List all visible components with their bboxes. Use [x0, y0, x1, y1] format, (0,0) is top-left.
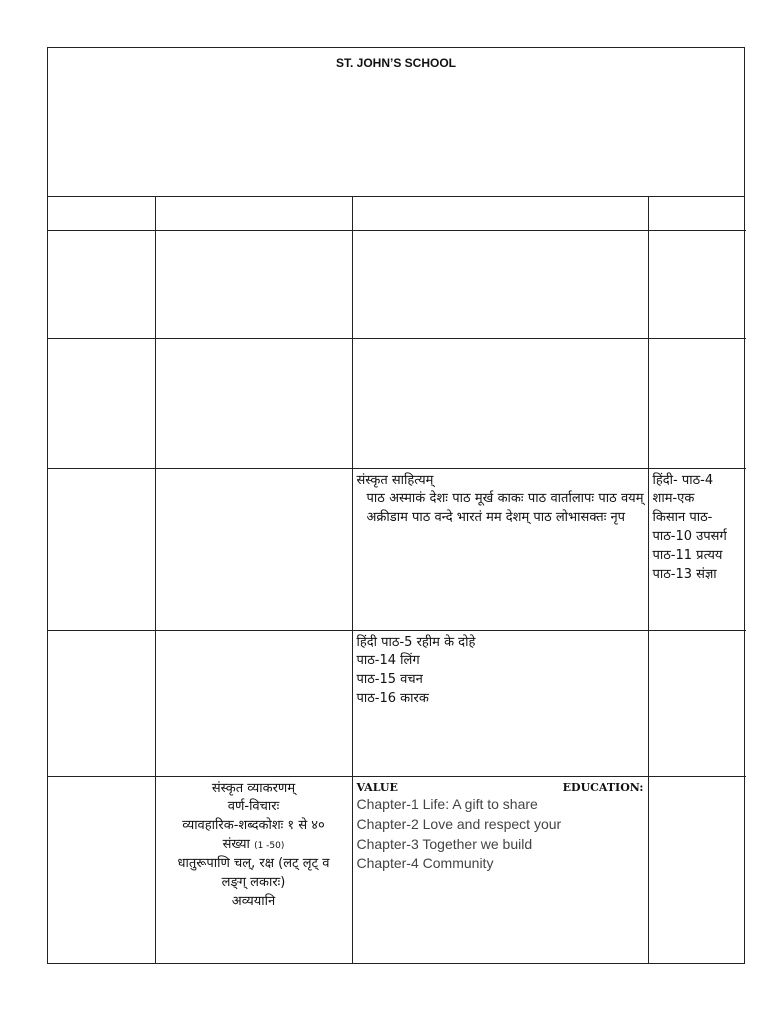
vyakaran-line: व्यावहारिक-शब्दकोशः १ से ४०	[182, 818, 325, 834]
table-row	[48, 338, 746, 468]
table-cell	[48, 230, 155, 338]
table-cell	[48, 630, 155, 776]
vyakaran-dhatu: धातुरूपाणि चल्, रक्ष (लट् लृट् व	[177, 855, 330, 871]
vyakaran-lakar: लङ्ग् लकारः)	[221, 874, 286, 890]
table-cell	[352, 230, 648, 338]
hindi-lesson: पाठ-15 वचन	[356, 672, 423, 688]
table-cell	[48, 776, 155, 964]
value-chapter: Chapter-4 Community	[356, 855, 494, 872]
table-cell	[155, 230, 352, 338]
hindi-lesson: हिंदी- पाठ-4	[652, 472, 714, 488]
table-row	[48, 630, 746, 776]
hindi-lessons-cell	[648, 468, 746, 630]
hindi-lesson: किसान पाठ-	[652, 510, 713, 526]
syllabus-table	[48, 197, 746, 964]
hindi-lesson: हिंदी पाठ-5 रहीम के दोहे	[356, 634, 476, 650]
sanskrit-sahitya-heading: संस्कृत साहित्यम्	[356, 472, 434, 488]
table-cell	[648, 197, 746, 230]
hindi-lesson: पाठ-11 प्रत्यय	[652, 547, 723, 563]
hindi-lesson: पाठ-13 संज्ञा	[652, 566, 717, 582]
value-education-cell	[352, 776, 648, 964]
table-cell	[648, 630, 746, 776]
value-chapter: Chapter-2 Love and respect your	[356, 816, 562, 833]
table-cell	[155, 630, 352, 776]
hindi-lesson: पाठ-10 उपसर्ग	[652, 529, 727, 545]
sankhya-label: संख्या	[222, 837, 250, 853]
vyakaran-sankhya	[160, 836, 348, 855]
value-chapter: Chapter-1 Life: A gift to share	[356, 796, 538, 813]
table-row	[48, 230, 746, 338]
table-cell	[48, 338, 155, 468]
table-cell	[48, 468, 155, 630]
table-row	[48, 468, 746, 630]
title-block	[48, 48, 744, 197]
vyakaran-avyay: अव्ययानि	[231, 893, 276, 909]
table-cell	[48, 197, 155, 230]
table-cell	[648, 230, 746, 338]
table-cell	[155, 468, 352, 630]
hindi-lesson: पाठ-16 कारक	[356, 691, 429, 707]
value-heading-right: EDUCATION:	[562, 780, 644, 794]
hindi-lessons-cell	[352, 630, 648, 776]
value-chapter: Chapter-3 Together we build	[356, 835, 533, 852]
school-title: ST. JOHN’S SCHOOL	[335, 56, 457, 70]
table-cell	[352, 197, 648, 230]
table-header-row	[48, 197, 746, 230]
syllabus-document	[47, 47, 745, 964]
sanskrit-vyakaran-cell	[155, 776, 352, 964]
hindi-lesson: पाठ-14 लिंग	[356, 653, 420, 669]
value-education-heading	[357, 780, 644, 796]
table-cell	[352, 338, 648, 468]
sanskrit-sahitya-body: पाठ अस्माकं देशः पाठ मूर्ख काकः पाठ वार्तालापः पाठ वयम् अक्रीडाम पाठ वन्दे भारतं मम देशम् पाठ लोभासक्तः नृप	[366, 491, 644, 526]
table-row	[48, 776, 746, 964]
hindi-lesson: शाम-एक	[652, 491, 695, 507]
value-heading-left: VALUE	[356, 780, 398, 794]
table-cell	[648, 776, 746, 964]
table-cell	[648, 338, 746, 468]
sanskrit-sahitya-cell	[352, 468, 648, 630]
table-cell	[155, 338, 352, 468]
vyakaran-line: संस्कृत व्याकरणम्	[211, 780, 296, 796]
table-cell	[155, 197, 352, 230]
vyakaran-line: वर्ण-विचारः	[227, 799, 280, 815]
sankhya-range: (1 -50)	[254, 841, 285, 852]
